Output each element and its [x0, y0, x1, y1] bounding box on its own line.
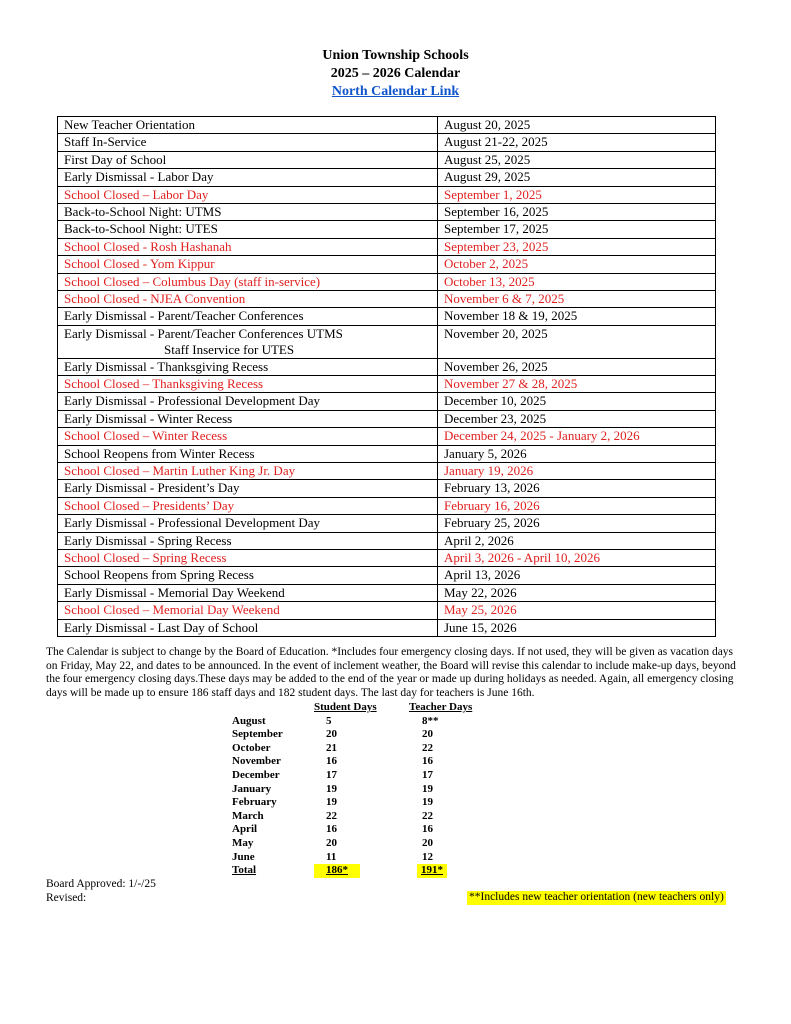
event-cell — [58, 549, 438, 566]
event-cell — [58, 515, 438, 532]
event-name: School Closed – Columbus Day (staff in-service) — [64, 273, 321, 289]
calendar-row — [58, 515, 716, 532]
event-name: Early Dismissal - Parent/Teacher Conferences UTMS — [64, 325, 343, 341]
event-date: October 2, 2025 — [438, 256, 716, 273]
event-date: August 25, 2025 — [438, 151, 716, 168]
teacher-days: 16 — [422, 823, 433, 836]
month-label: January — [232, 782, 272, 795]
days-row — [232, 810, 492, 824]
calendar-row — [58, 203, 716, 220]
event-date: November 20, 2025 — [438, 325, 716, 358]
event-date: November 27 & 28, 2025 — [438, 376, 716, 393]
days-table-total — [232, 864, 492, 878]
event-date: April 13, 2026 — [438, 567, 716, 584]
teacher-days: 8** — [422, 714, 439, 727]
event-cell — [58, 203, 438, 220]
student-days: 11 — [326, 850, 337, 863]
month-label: June — [232, 850, 255, 863]
event-name: School Closed – Winter Recess — [64, 428, 228, 444]
event-name: School Closed – Memorial Day Weekend — [64, 602, 280, 618]
event-date: June 15, 2026 — [438, 619, 716, 636]
event-name: First Day of School — [64, 151, 167, 167]
month-label: December — [232, 768, 280, 781]
event-cell — [58, 186, 438, 203]
event-date: September 17, 2025 — [438, 221, 716, 238]
event-date: September 1, 2025 — [438, 186, 716, 203]
event-date: January 5, 2026 — [438, 445, 716, 462]
event-date: August 21-22, 2025 — [438, 134, 716, 151]
calendar-row — [58, 134, 716, 151]
event-cell — [58, 151, 438, 168]
calendar-row — [58, 480, 716, 497]
board-approval — [46, 878, 156, 905]
school-name: Union Township Schools — [322, 48, 469, 63]
month-label: April — [232, 823, 258, 836]
event-name-secondary: Staff Inservice for UTES — [164, 341, 295, 357]
calendar-row — [58, 619, 716, 636]
teacher-days: 20 — [422, 728, 433, 741]
days-row — [232, 796, 492, 810]
student-days-header: Student Days — [314, 701, 377, 713]
calendar-table — [57, 116, 716, 637]
calendar-row — [58, 290, 716, 307]
student-days: 19 — [326, 782, 337, 795]
event-date: November 26, 2025 — [438, 358, 716, 375]
calendar-notes: The Calendar is subject to change by the Board of Education. *Includes four emergency closing days. If not used, they will be given as vacation days on Friday, May 22, and dates to be announced. In the event of inclement weather, the Board will revise this calendar to include make-up days, beyond the four emergency closing days.These days may be added to the end of the year or made up during holidays as needed. Again, all emergency closing days will be made up to ensure 186 staff days and 182 student days. The last day for teachers is June 16th. — [46, 646, 736, 699]
event-date: November 18 & 19, 2025 — [438, 308, 716, 325]
teacher-days: 20 — [422, 836, 433, 849]
student-days: 20 — [326, 836, 337, 849]
event-name: School Closed – Spring Recess — [64, 549, 227, 565]
teacher-days: 22 — [422, 809, 433, 822]
event-date: April 2, 2026 — [438, 532, 716, 549]
board-approved-text: Board Approved: 1/-/25 — [46, 878, 156, 890]
calendar-row — [58, 393, 716, 410]
days-table-header — [232, 701, 492, 715]
event-date: October 13, 2025 — [438, 273, 716, 290]
event-cell — [58, 497, 438, 514]
event-name: Early Dismissal - Professional Development Day — [64, 393, 320, 409]
event-cell — [58, 567, 438, 584]
days-row — [232, 851, 492, 865]
days-row — [232, 837, 492, 851]
calendar-row — [58, 169, 716, 186]
student-days: 22 — [326, 809, 337, 822]
event-cell — [58, 410, 438, 427]
event-name: School Closed - NJEA Convention — [64, 290, 246, 306]
event-date: December 10, 2025 — [438, 393, 716, 410]
days-row — [232, 728, 492, 742]
event-name: Back-to-School Night: UTES — [64, 221, 218, 237]
event-cell — [58, 325, 438, 358]
event-name: School Reopens from Winter Recess — [64, 445, 255, 461]
event-name: Early Dismissal - Thanksgiving Recess — [64, 358, 269, 374]
teacher-days: 12 — [422, 850, 433, 863]
event-name: Early Dismissal - Labor Day — [64, 169, 214, 185]
event-name: Early Dismissal - President’s Day — [64, 480, 240, 496]
calendar-row — [58, 308, 716, 325]
student-days: 20 — [326, 728, 337, 741]
days-row — [232, 783, 492, 797]
event-cell — [58, 584, 438, 601]
month-label: August — [232, 714, 266, 727]
teacher-days: 22 — [422, 741, 433, 754]
event-name: School Closed - Rosh Hashanah — [64, 238, 232, 254]
event-date: August 29, 2025 — [438, 169, 716, 186]
teacher-days: 19 — [422, 782, 433, 795]
calendar-row — [58, 532, 716, 549]
teacher-days: 19 — [422, 796, 433, 809]
calendar-row — [58, 463, 716, 480]
calendar-row — [58, 602, 716, 619]
event-name: Staff In-Service — [64, 134, 147, 150]
calendar-row — [58, 567, 716, 584]
event-name: Early Dismissal - Professional Development Day — [64, 515, 320, 531]
event-cell — [58, 445, 438, 462]
event-name: School Reopens from Spring Recess — [64, 567, 254, 583]
event-name: New Teacher Orientation — [64, 117, 195, 132]
event-cell — [58, 619, 438, 636]
days-row — [232, 755, 492, 769]
calendar-row — [58, 410, 716, 427]
event-cell — [58, 602, 438, 619]
calendar-table-body — [58, 117, 716, 637]
event-cell — [58, 376, 438, 393]
month-label: November — [232, 755, 281, 768]
event-date: January 19, 2026 — [438, 463, 716, 480]
event-cell — [58, 238, 438, 255]
event-date: May 22, 2026 — [438, 584, 716, 601]
north-calendar-link[interactable]: North Calendar Link — [331, 84, 460, 99]
calendar-row — [58, 151, 716, 168]
month-label: February — [232, 796, 277, 809]
event-date: February 25, 2026 — [438, 515, 716, 532]
event-date: August 20, 2025 — [438, 117, 716, 134]
event-cell — [58, 290, 438, 307]
event-cell — [58, 134, 438, 151]
event-name: Early Dismissal - Spring Recess — [64, 532, 232, 548]
total-label: Total — [232, 864, 257, 877]
event-cell — [58, 221, 438, 238]
event-name: Early Dismissal - Parent/Teacher Conferences — [64, 308, 304, 324]
event-date: December 24, 2025 - January 2, 2026 — [438, 428, 716, 445]
calendar-row — [58, 186, 716, 203]
month-label: May — [232, 836, 254, 849]
event-cell — [58, 358, 438, 375]
days-row — [232, 742, 492, 756]
event-cell — [58, 480, 438, 497]
event-name: Early Dismissal - Memorial Day Weekend — [64, 584, 285, 600]
event-name: School Closed – Labor Day — [64, 186, 209, 202]
student-days: 16 — [326, 823, 337, 836]
event-cell — [58, 393, 438, 410]
event-cell — [58, 169, 438, 186]
teacher-days: 16 — [422, 755, 433, 768]
calendar-title: 2025 – 2026 Calendar — [330, 66, 461, 81]
days-row — [232, 823, 492, 837]
event-name: School Closed – Martin Luther King Jr. Day — [64, 463, 296, 479]
event-name: Early Dismissal - Last Day of School — [64, 619, 259, 635]
student-days: 21 — [326, 741, 337, 754]
total-student-days: 186* — [314, 864, 360, 878]
teacher-days-header: Teacher Days — [409, 701, 473, 713]
event-date: May 25, 2026 — [438, 602, 716, 619]
event-cell — [58, 428, 438, 445]
event-date: November 6 & 7, 2025 — [438, 290, 716, 307]
event-cell — [58, 532, 438, 549]
calendar-row — [58, 549, 716, 566]
event-cell — [58, 117, 438, 134]
event-date: September 23, 2025 — [438, 238, 716, 255]
calendar-row — [58, 238, 716, 255]
student-days: 16 — [326, 755, 337, 768]
student-days: 17 — [326, 768, 337, 781]
calendar-row — [58, 428, 716, 445]
days-table — [232, 701, 492, 878]
event-date: December 23, 2025 — [438, 410, 716, 427]
event-name: School Closed - Yom Kippur — [64, 256, 215, 272]
calendar-header — [0, 47, 791, 101]
student-days: 19 — [326, 796, 337, 809]
calendar-row — [58, 117, 716, 134]
event-cell — [58, 273, 438, 290]
month-label: March — [232, 809, 264, 822]
calendar-row — [58, 221, 716, 238]
calendar-row — [58, 273, 716, 290]
event-cell — [58, 463, 438, 480]
event-date: April 3, 2026 - April 10, 2026 — [438, 549, 716, 566]
teacher-orientation-note: **Includes new teacher orientation (new teachers only) — [469, 891, 724, 903]
days-row — [232, 715, 492, 729]
calendar-row — [58, 376, 716, 393]
teacher-days: 17 — [422, 768, 433, 781]
days-table-rows — [232, 715, 492, 865]
event-date: February 13, 2026 — [438, 480, 716, 497]
event-date: February 16, 2026 — [438, 497, 716, 514]
event-date: September 16, 2025 — [438, 203, 716, 220]
calendar-row — [58, 256, 716, 273]
calendar-row — [58, 497, 716, 514]
event-name: School Closed – Thanksgiving Recess — [64, 376, 264, 392]
calendar-row — [58, 358, 716, 375]
event-name: Early Dismissal - Winter Recess — [64, 410, 233, 426]
calendar-row — [58, 325, 716, 358]
event-cell — [58, 308, 438, 325]
revised-text: Revised: — [46, 891, 87, 904]
total-teacher-days: 191* — [417, 864, 447, 878]
calendar-row — [58, 584, 716, 601]
month-label: September — [232, 728, 283, 741]
calendar-row — [58, 445, 716, 462]
student-days: 5 — [326, 714, 332, 727]
month-label: October — [232, 741, 271, 754]
event-cell — [58, 256, 438, 273]
event-name: Back-to-School Night: UTMS — [64, 203, 222, 219]
days-row — [232, 769, 492, 783]
event-name: School Closed – Presidents’ Day — [64, 497, 235, 513]
